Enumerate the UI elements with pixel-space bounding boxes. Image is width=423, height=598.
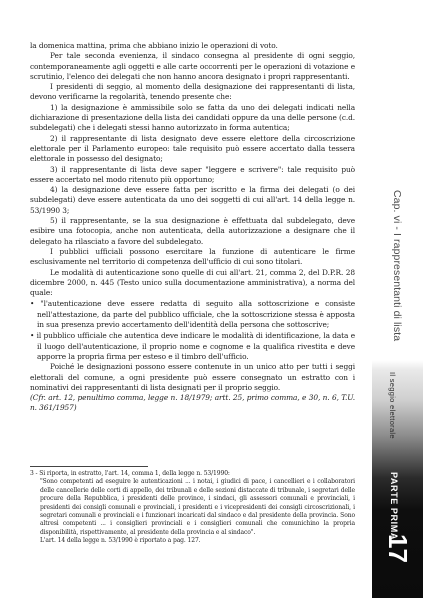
paragraph: Poiché le designazioni possono essere contenute in un unico atto per tutti i seggi elettorali del comune, a ogni presidente può essere consegnato un estratto con i nominativi dei rappresentanti di lista designati per il proprio seggio. [30,362,355,392]
bullet-item: • "l'autenticazione deve essere redatta di seguito alla sottoscrizione e consiste nell'attestazione, da parte del pubblico ufficiale, che la sottoscrizione stessa è apposta in sua presenza previo accertamento dell'identità della persona che sottoscrive; [30,299,355,330]
main-text [30,41,355,414]
footnote-quote: "Sono competenti ad eseguire le autenticazioni ... i notai, i giudici di pace, i cancellieri e i collaboratori delle cancellerie delle corti di appello, dei tribunali e delle sezioni distaccate di tribunale, i segretari delle procure della Repubblica, i presidenti delle province, i sindaci, gli assessori comunali e provinciali, i presidenti dei consigli comunali e provinciali, i presidenti e i vicepresidenti dei consigli circoscrizionali, i segretari comunali e provinciali e i funzionari incaricati dal sindaco e dal presidente della provincia. Sono altresì competenti ... i consiglieri provinciali e i consiglieri comunali che comunichino la propria disponibilità, rispettivamente, al presidente della provincia e al sindaco". [40,478,355,536]
paragraph: la domenica mattina, prima che abbiano inizio le operazioni di voto. [30,41,278,50]
paragraph: I pubblici ufficiali possono esercitare la funzione di autenticare le firme esclusivamente nel territorio di competenza dell'ufficio di cui sono titolari. [30,246,355,267]
list-item: 3) il rappresentante di lista deve saper "leggere e scrivere": tale requisito può essere accertato nel modo ritenuto più opportuno; [30,164,355,184]
list-item: 2) il rappresentante di lista designato deve essere elettore della circoscrizione elettorale per il Parlamento europeo: tale requisito può essere accertato dalla tessera elettorale in possesso del designato; [30,133,355,164]
running-head-text: Cap. vi - I rappresentanti di lista [391,190,403,342]
footnote-lead: 3 - Si riporta, in estratto, l'art. 14, comma 1, della legge n. 53/1990: [30,470,230,477]
bullet-item: • il pubblico ufficiale che autentica deve indicare le modalità di identificazione, la data e il luogo dell'autenticazione, il proprio nome e cognome e la qualifica rivestita e deve apporre la propria firma per esteso e il timbro dell'ufficio. [30,331,355,361]
paragraph: Per tale seconda evenienza, il sindaco consegna al presidente di ogni seggio, contemporaneamente agli oggetti e alle carte occorrenti per le operazioni di votazione e scrutinio, l'elenco dei delegati che non hanno ancora designato i propri rappresentanti. [30,51,355,81]
list-item: 5) il rappresentante, se la sua designazione è effettuata dal subdelegato, deve esibire una fotocopia, anche non autenticata, della autorizzazione a designare che il delegato ha rilasciato a favore del subdelegato. [30,216,355,246]
footnote [30,470,355,546]
page-number-text: 17 [383,534,413,563]
part-label-text: PARTE PRIMA [389,472,399,540]
paragraph: Le modalità di autenticazione sono quelle di cui all'art. 21, comma 2, del D.P.R. 28 dicembre 2000, n. 445 (Testo unico sulla documentazione amministrativa), a norma del quale: [30,267,355,298]
list-item: 4) la designazione deve essere fatta per iscritto e la firma dei delegati (o dei subdelegati) deve essere autenticata da uno dei soggetti di cui all'art. 14 della legge n. 53/1990 3; [30,185,355,215]
reference-note: (Cfr. art. 12, penultimo comma, legge n. 18/1979; artt. 25, primo comma, e 30, n. 6, T.U. n. 361/1957) [30,393,355,413]
list-item: 1) la designazione è ammissibile solo se fatta da uno dei delegati indicati nella dichiarazione di presentazione della lista dei candidati oppure da una delle persone (c.d. subdelegati) che i delegati stessi hanno autorizzato in forma autentica; [30,102,355,133]
paragraph: I presidenti di seggio, al momento della designazione dei rappresentanti di lista, devono verificarne la regolarità, tenendo presente che: [30,82,355,102]
page-number [379,534,413,574]
footnote-reference: L'art. 14 della legge n. 53/1990 è riportato a pag. 127. [40,537,201,545]
section-label-text: Il seggio elettorale [388,372,397,439]
footnote-rule [30,466,148,467]
part-label [377,472,399,542]
